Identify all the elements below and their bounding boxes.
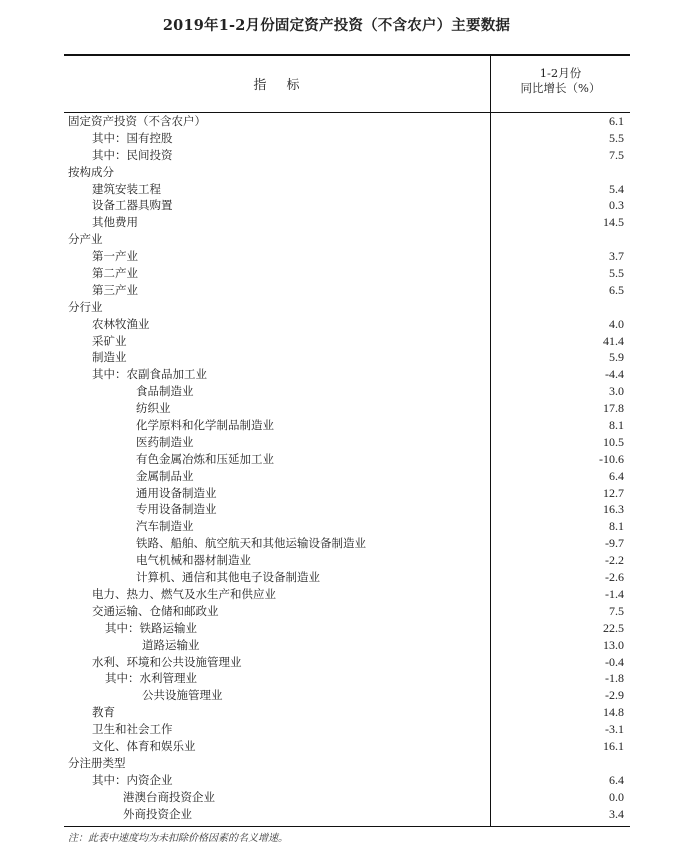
row-label: 交通运输、仓储和邮政业: [92, 603, 219, 618]
row-label: 医药制造业: [136, 434, 194, 449]
row-label: 有色金属冶炼和压延加工业: [136, 451, 274, 466]
row-value: 5.5: [609, 130, 624, 145]
table-row: [0, 687, 673, 704]
indicator-column-header: 指 标: [253, 77, 301, 93]
row-label: 汽车制造业: [136, 519, 194, 534]
table-row: [0, 603, 673, 620]
table-row: [0, 518, 673, 535]
row-label: 按构成分: [68, 164, 114, 179]
table-row: [0, 704, 673, 721]
row-label: 外商投资企业: [123, 806, 192, 821]
table-row: [0, 316, 673, 333]
row-value: -1.8: [605, 671, 624, 686]
row-value: 12.7: [603, 485, 624, 500]
row-value: 7.5: [609, 147, 624, 162]
row-value: 13.0: [603, 637, 624, 652]
row-value: 14.8: [603, 705, 624, 720]
table-row: [0, 755, 673, 772]
row-value: 0.3: [609, 198, 624, 213]
table-row: [0, 366, 673, 383]
row-value: 4.0: [609, 316, 624, 331]
table-row: [0, 197, 673, 214]
row-value: -1.4: [605, 586, 624, 601]
growth-column-header: [491, 66, 630, 96]
table-row: [0, 654, 673, 671]
row-label: 公共设施管理业: [142, 688, 223, 703]
row-value: 8.1: [609, 418, 624, 433]
row-label: 金属制品业: [136, 468, 194, 483]
row-value: 3.0: [609, 384, 624, 399]
row-label: 文化、体育和娱乐业: [92, 738, 196, 753]
row-value: 7.5: [609, 603, 624, 618]
row-label: 农林牧渔业: [92, 316, 150, 331]
row-label: 通用设备制造业: [136, 485, 217, 500]
table-row: [0, 181, 673, 198]
row-value: -9.7: [605, 536, 624, 551]
row-value: 14.5: [603, 215, 624, 230]
row-label: 其中：内资企业: [92, 772, 173, 787]
row-label: 采矿业: [92, 333, 127, 348]
row-value: -4.4: [605, 367, 624, 382]
table-bottom-rule: [64, 826, 630, 827]
table-row: [0, 670, 673, 687]
row-label: 其中：农副食品加工业: [92, 367, 207, 382]
row-label: 分产业: [68, 232, 103, 247]
table-row: [0, 434, 673, 451]
row-label: 建筑安装工程: [92, 181, 161, 196]
table-row: [0, 501, 673, 518]
row-value: 6.4: [609, 468, 624, 483]
row-label: 其中：铁路运输业: [105, 620, 197, 635]
row-label: 卫生和社会工作: [92, 722, 173, 737]
table-row: [0, 620, 673, 637]
data-table-body: [0, 113, 673, 822]
row-label: 其中：民间投资: [92, 147, 173, 162]
row-label: 道路运输业: [142, 637, 200, 652]
row-value: 0.0: [609, 789, 624, 804]
table-row: [0, 772, 673, 789]
table-row: [0, 248, 673, 265]
row-value: 17.8: [603, 401, 624, 416]
table-row: [0, 417, 673, 434]
table-row: [0, 586, 673, 603]
row-label: 水利、环境和公共设施管理业: [92, 654, 242, 669]
row-value: 3.4: [609, 806, 624, 821]
row-value: 5.5: [609, 266, 624, 281]
table-row: [0, 485, 673, 502]
row-value: -2.6: [605, 570, 624, 585]
row-value: 41.4: [603, 333, 624, 348]
row-label: 电气机械和器材制造业: [136, 553, 251, 568]
row-value: 5.9: [609, 350, 624, 365]
row-label: 其他费用: [92, 215, 138, 230]
row-label: 第二产业: [92, 266, 138, 281]
row-value: -0.4: [605, 654, 624, 669]
row-label: 教育: [92, 705, 115, 720]
row-label: 分注册类型: [68, 755, 126, 770]
row-value: 6.5: [609, 282, 624, 297]
row-label: 电力、热力、燃气及水生产和供应业: [92, 586, 276, 601]
table-row: [0, 400, 673, 417]
row-label: 第三产业: [92, 282, 138, 297]
table-row: [0, 282, 673, 299]
table-row: [0, 637, 673, 654]
period-label: 1-2月份: [539, 66, 582, 80]
table-row: [0, 333, 673, 350]
row-value: 3.7: [609, 249, 624, 264]
row-label: 计算机、通信和其他电子设备制造业: [136, 570, 320, 585]
row-label: 其中：国有控股: [92, 130, 173, 145]
row-label: 食品制造业: [136, 384, 194, 399]
table-row: [0, 451, 673, 468]
table-row: [0, 789, 673, 806]
row-label: 设备工器具购置: [92, 198, 173, 213]
page-title: 2019年1-2月份固定资产投资（不含农户）主要数据: [162, 17, 511, 34]
row-label: 化学原料和化学制品制造业: [136, 418, 274, 433]
table-row: [0, 535, 673, 552]
table-row: [0, 113, 673, 130]
table-row: [0, 130, 673, 147]
row-value: -10.6: [599, 451, 624, 466]
row-value: 10.5: [603, 434, 624, 449]
row-label: 分行业: [68, 299, 103, 314]
row-value: 16.1: [603, 738, 624, 753]
table-row: [0, 214, 673, 231]
row-value: -2.2: [605, 553, 624, 568]
table-row: [0, 569, 673, 586]
table-row: [0, 721, 673, 738]
row-label: 港澳台商投资企业: [123, 789, 215, 804]
table-row: [0, 231, 673, 248]
row-value: -2.9: [605, 688, 624, 703]
table-row: [0, 164, 673, 181]
row-label: 专用设备制造业: [136, 502, 217, 517]
table-row: [0, 299, 673, 316]
table-row: [0, 552, 673, 569]
table-row: [0, 383, 673, 400]
growth-label: 同比增长（%）: [520, 81, 601, 95]
row-label: 固定资产投资（不含农户）: [68, 114, 206, 128]
table-row: [0, 806, 673, 823]
table-row: [0, 349, 673, 366]
row-value: 8.1: [609, 519, 624, 534]
row-value: -3.1: [605, 722, 624, 737]
row-value: 5.4: [609, 181, 624, 196]
table-row: [0, 265, 673, 282]
row-value: 6.1: [609, 114, 624, 128]
table-row: [0, 147, 673, 164]
row-value: 16.3: [603, 502, 624, 517]
row-label: 第一产业: [92, 249, 138, 264]
table-row: [0, 738, 673, 755]
row-label: 制造业: [92, 350, 127, 365]
row-label: 其中：水利管理业: [105, 671, 197, 686]
table-row: [0, 468, 673, 485]
row-label: 纺织业: [136, 401, 171, 416]
row-value: 6.4: [609, 772, 624, 787]
table-footnote: 注：此表中速度均为未扣除价格因素的名义增速。: [68, 833, 288, 844]
row-label: 铁路、船舶、航空航天和其他运输设备制造业: [136, 536, 366, 551]
row-value: 22.5: [603, 620, 624, 635]
